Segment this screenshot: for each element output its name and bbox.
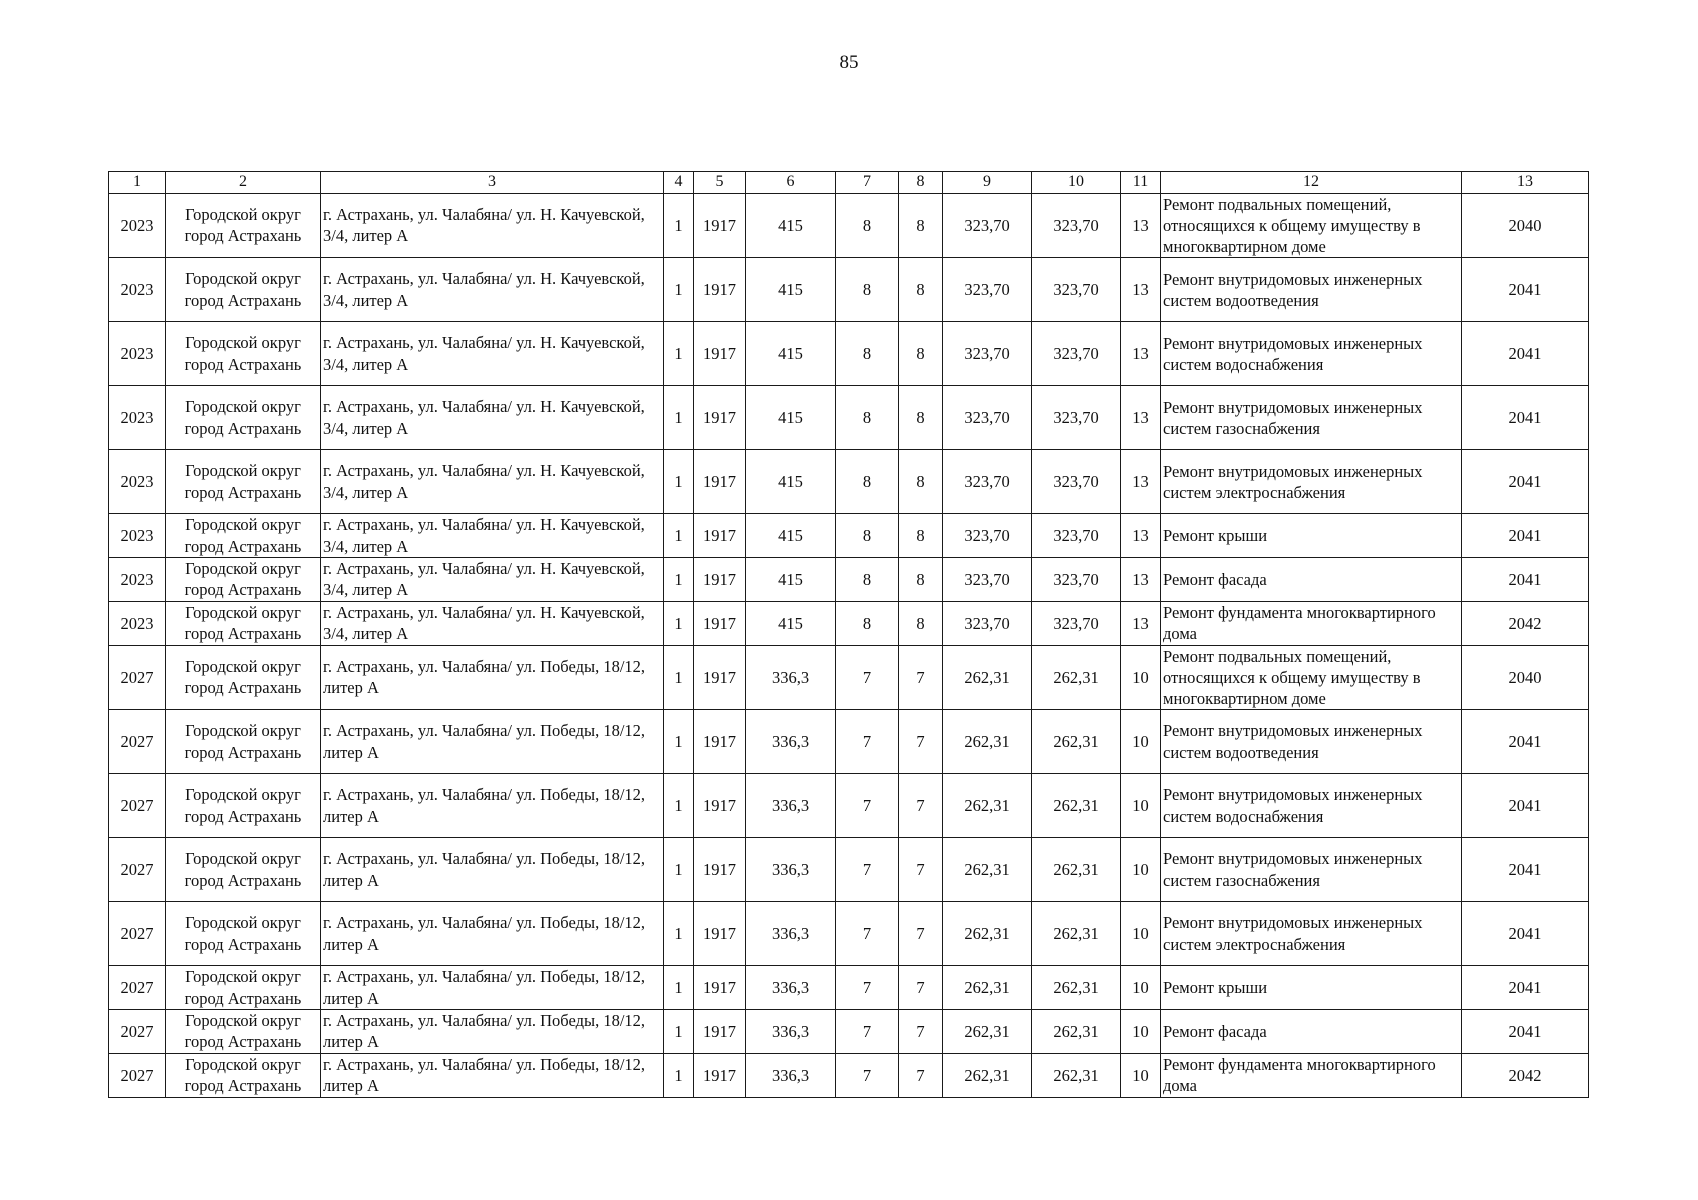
col11-cell: 10 — [1121, 645, 1161, 709]
col4-cell: 1 — [664, 710, 694, 774]
col9-cell: 323,70 — [943, 514, 1032, 558]
year-cell: 2027 — [109, 838, 166, 902]
column-header-3: 3 — [321, 172, 664, 194]
col8-cell: 7 — [899, 774, 943, 838]
col7-cell: 8 — [836, 450, 899, 514]
table-row — [109, 450, 1589, 514]
municipality-cell: Городской округ город Астрахань — [166, 193, 321, 257]
build-year-cell: 1917 — [694, 601, 746, 645]
column-header-1: 1 — [109, 172, 166, 194]
col10-cell: 262,31 — [1032, 710, 1121, 774]
municipality-cell: Городской округ город Астрахань — [166, 645, 321, 709]
deadline-cell: 2041 — [1462, 902, 1589, 966]
col9-cell: 262,31 — [943, 838, 1032, 902]
table-row — [109, 1009, 1589, 1053]
year-cell: 2023 — [109, 514, 166, 558]
col7-cell: 7 — [836, 645, 899, 709]
build-year-cell: 1917 — [694, 193, 746, 257]
col8-cell: 7 — [899, 710, 943, 774]
area-cell: 336,3 — [746, 902, 836, 966]
column-header-11: 11 — [1121, 172, 1161, 194]
col10-cell: 323,70 — [1032, 558, 1121, 602]
deadline-cell: 2040 — [1462, 193, 1589, 257]
col9-cell: 323,70 — [943, 258, 1032, 322]
address-cell: г. Астрахань, ул. Чалабяна/ ул. Победы, 18/12, литер А — [321, 1009, 664, 1053]
col7-cell: 7 — [836, 1009, 899, 1053]
col10-cell: 323,70 — [1032, 386, 1121, 450]
col11-cell: 13 — [1121, 450, 1161, 514]
col11-cell: 13 — [1121, 386, 1161, 450]
deadline-cell: 2041 — [1462, 322, 1589, 386]
municipality-cell: Городской округ город Астрахань — [166, 258, 321, 322]
col11-cell: 10 — [1121, 774, 1161, 838]
address-cell: г. Астрахань, ул. Чалабяна/ ул. Победы, 18/12, литер А — [321, 774, 664, 838]
col10-cell: 262,31 — [1032, 966, 1121, 1010]
year-cell: 2023 — [109, 322, 166, 386]
col7-cell: 8 — [836, 258, 899, 322]
work-type-cell: Ремонт внутридомовых инженерных систем электроснабжения — [1161, 902, 1462, 966]
table-row — [109, 645, 1589, 709]
address-cell: г. Астрахань, ул. Чалабяна/ ул. Н. Качуевской, 3/4, литер А — [321, 193, 664, 257]
area-cell: 415 — [746, 450, 836, 514]
col4-cell: 1 — [664, 774, 694, 838]
build-year-cell: 1917 — [694, 774, 746, 838]
col7-cell: 7 — [836, 710, 899, 774]
area-cell: 415 — [746, 322, 836, 386]
address-cell: г. Астрахань, ул. Чалабяна/ ул. Победы, 18/12, литер А — [321, 838, 664, 902]
col7-cell: 8 — [836, 386, 899, 450]
col8-cell: 8 — [899, 450, 943, 514]
deadline-cell: 2040 — [1462, 645, 1589, 709]
work-type-cell: Ремонт фасада — [1161, 1009, 1462, 1053]
col11-cell: 13 — [1121, 258, 1161, 322]
year-cell: 2027 — [109, 1053, 166, 1097]
col11-cell: 13 — [1121, 558, 1161, 602]
table-row — [109, 258, 1589, 322]
address-cell: г. Астрахань, ул. Чалабяна/ ул. Н. Качуевской, 3/4, литер А — [321, 386, 664, 450]
col9-cell: 262,31 — [943, 645, 1032, 709]
col8-cell: 7 — [899, 645, 943, 709]
work-type-cell: Ремонт фундамента многоквартирного дома — [1161, 601, 1462, 645]
build-year-cell: 1917 — [694, 514, 746, 558]
col9-cell: 323,70 — [943, 322, 1032, 386]
deadline-cell: 2041 — [1462, 558, 1589, 602]
col4-cell: 1 — [664, 1009, 694, 1053]
municipality-cell: Городской округ город Астрахань — [166, 774, 321, 838]
build-year-cell: 1917 — [694, 322, 746, 386]
area-cell: 415 — [746, 601, 836, 645]
col8-cell: 7 — [899, 838, 943, 902]
work-type-cell: Ремонт внутридомовых инженерных систем водоотведения — [1161, 710, 1462, 774]
table-row — [109, 193, 1589, 257]
year-cell: 2023 — [109, 601, 166, 645]
deadline-cell: 2041 — [1462, 774, 1589, 838]
col8-cell: 8 — [899, 322, 943, 386]
col9-cell: 323,70 — [943, 601, 1032, 645]
col4-cell: 1 — [664, 838, 694, 902]
address-cell: г. Астрахань, ул. Чалабяна/ ул. Н. Качуевской, 3/4, литер А — [321, 322, 664, 386]
build-year-cell: 1917 — [694, 902, 746, 966]
work-type-cell: Ремонт крыши — [1161, 966, 1462, 1010]
area-cell: 336,3 — [746, 645, 836, 709]
table-row — [109, 601, 1589, 645]
year-cell: 2027 — [109, 966, 166, 1010]
municipality-cell: Городской округ город Астрахань — [166, 1009, 321, 1053]
col7-cell: 8 — [836, 558, 899, 602]
col10-cell: 262,31 — [1032, 838, 1121, 902]
address-cell: г. Астрахань, ул. Чалабяна/ ул. Победы, 18/12, литер А — [321, 710, 664, 774]
col7-cell: 7 — [836, 902, 899, 966]
work-type-cell: Ремонт внутридомовых инженерных систем водоотведения — [1161, 258, 1462, 322]
col4-cell: 1 — [664, 966, 694, 1010]
build-year-cell: 1917 — [694, 450, 746, 514]
work-type-cell: Ремонт внутридомовых инженерных систем газоснабжения — [1161, 386, 1462, 450]
col10-cell: 323,70 — [1032, 514, 1121, 558]
col7-cell: 7 — [836, 966, 899, 1010]
col4-cell: 1 — [664, 645, 694, 709]
deadline-cell: 2041 — [1462, 258, 1589, 322]
column-header-2: 2 — [166, 172, 321, 194]
work-type-cell: Ремонт фундамента многоквартирного дома — [1161, 1053, 1462, 1097]
area-cell: 415 — [746, 386, 836, 450]
municipality-cell: Городской округ город Астрахань — [166, 966, 321, 1010]
municipality-cell: Городской округ город Астрахань — [166, 710, 321, 774]
col4-cell: 1 — [664, 386, 694, 450]
build-year-cell: 1917 — [694, 1053, 746, 1097]
build-year-cell: 1917 — [694, 645, 746, 709]
deadline-cell: 2041 — [1462, 514, 1589, 558]
year-cell: 2023 — [109, 558, 166, 602]
col8-cell: 8 — [899, 386, 943, 450]
col10-cell: 323,70 — [1032, 193, 1121, 257]
col11-cell: 13 — [1121, 193, 1161, 257]
build-year-cell: 1917 — [694, 966, 746, 1010]
table-row — [109, 558, 1589, 602]
year-cell: 2027 — [109, 902, 166, 966]
capital-repair-table — [108, 171, 1589, 1098]
work-type-cell: Ремонт внутридомовых инженерных систем электроснабжения — [1161, 450, 1462, 514]
build-year-cell: 1917 — [694, 386, 746, 450]
column-header-5: 5 — [694, 172, 746, 194]
col11-cell: 10 — [1121, 966, 1161, 1010]
area-cell: 336,3 — [746, 1009, 836, 1053]
col10-cell: 262,31 — [1032, 1053, 1121, 1097]
work-type-cell: Ремонт подвальных помещений, относящихся к общему имуществу в многоквартирном доме — [1161, 645, 1462, 709]
deadline-cell: 2041 — [1462, 386, 1589, 450]
col7-cell: 8 — [836, 601, 899, 645]
table-row — [109, 774, 1589, 838]
area-cell: 415 — [746, 258, 836, 322]
col7-cell: 7 — [836, 1053, 899, 1097]
address-cell: г. Астрахань, ул. Чалабяна/ ул. Победы, 18/12, литер А — [321, 902, 664, 966]
col7-cell: 7 — [836, 774, 899, 838]
col4-cell: 1 — [664, 558, 694, 602]
col8-cell: 8 — [899, 514, 943, 558]
col4-cell: 1 — [664, 1053, 694, 1097]
address-cell: г. Астрахань, ул. Чалабяна/ ул. Н. Качуевской, 3/4, литер А — [321, 558, 664, 602]
col9-cell: 262,31 — [943, 1009, 1032, 1053]
table-row — [109, 966, 1589, 1010]
column-header-12: 12 — [1161, 172, 1462, 194]
municipality-cell: Городской округ город Астрахань — [166, 902, 321, 966]
area-cell: 415 — [746, 193, 836, 257]
year-cell: 2023 — [109, 193, 166, 257]
address-cell: г. Астрахань, ул. Чалабяна/ ул. Н. Качуевской, 3/4, литер А — [321, 514, 664, 558]
address-cell: г. Астрахань, ул. Чалабяна/ ул. Н. Качуевской, 3/4, литер А — [321, 450, 664, 514]
year-cell: 2027 — [109, 645, 166, 709]
col11-cell: 10 — [1121, 1053, 1161, 1097]
area-cell: 336,3 — [746, 774, 836, 838]
year-cell: 2023 — [109, 450, 166, 514]
col7-cell: 8 — [836, 322, 899, 386]
col11-cell: 10 — [1121, 1009, 1161, 1053]
col4-cell: 1 — [664, 322, 694, 386]
col7-cell: 8 — [836, 514, 899, 558]
col10-cell: 262,31 — [1032, 1009, 1121, 1053]
col11-cell: 13 — [1121, 601, 1161, 645]
col9-cell: 262,31 — [943, 902, 1032, 966]
area-cell: 336,3 — [746, 966, 836, 1010]
table-header — [109, 172, 1589, 194]
deadline-cell: 2041 — [1462, 1009, 1589, 1053]
municipality-cell: Городской округ город Астрахань — [166, 1053, 321, 1097]
col11-cell: 10 — [1121, 710, 1161, 774]
column-header-9: 9 — [943, 172, 1032, 194]
municipality-cell: Городской округ город Астрахань — [166, 386, 321, 450]
year-cell: 2023 — [109, 386, 166, 450]
col4-cell: 1 — [664, 258, 694, 322]
col8-cell: 7 — [899, 902, 943, 966]
col8-cell: 7 — [899, 1053, 943, 1097]
col11-cell: 10 — [1121, 902, 1161, 966]
col10-cell: 323,70 — [1032, 258, 1121, 322]
area-cell: 336,3 — [746, 1053, 836, 1097]
col7-cell: 8 — [836, 193, 899, 257]
col10-cell: 323,70 — [1032, 450, 1121, 514]
deadline-cell: 2042 — [1462, 1053, 1589, 1097]
col4-cell: 1 — [664, 450, 694, 514]
col10-cell: 262,31 — [1032, 774, 1121, 838]
column-header-13: 13 — [1462, 172, 1589, 194]
col10-cell: 262,31 — [1032, 902, 1121, 966]
col9-cell: 323,70 — [943, 450, 1032, 514]
col8-cell: 7 — [899, 966, 943, 1010]
build-year-cell: 1917 — [694, 710, 746, 774]
table-row — [109, 838, 1589, 902]
column-header-7: 7 — [836, 172, 899, 194]
area-cell: 415 — [746, 514, 836, 558]
col9-cell: 323,70 — [943, 558, 1032, 602]
table-row — [109, 710, 1589, 774]
col11-cell: 10 — [1121, 838, 1161, 902]
address-cell: г. Астрахань, ул. Чалабяна/ ул. Н. Качуевской, 3/4, литер А — [321, 601, 664, 645]
column-header-10: 10 — [1032, 172, 1121, 194]
work-type-cell: Ремонт подвальных помещений, относящихся к общему имуществу в многоквартирном доме — [1161, 193, 1462, 257]
column-header-4: 4 — [664, 172, 694, 194]
build-year-cell: 1917 — [694, 258, 746, 322]
municipality-cell: Городской округ город Астрахань — [166, 450, 321, 514]
col10-cell: 323,70 — [1032, 322, 1121, 386]
deadline-cell: 2041 — [1462, 450, 1589, 514]
municipality-cell: Городской округ город Астрахань — [166, 322, 321, 386]
col9-cell: 323,70 — [943, 193, 1032, 257]
area-cell: 336,3 — [746, 710, 836, 774]
work-type-cell: Ремонт внутридомовых инженерных систем газоснабжения — [1161, 838, 1462, 902]
year-cell: 2027 — [109, 710, 166, 774]
col8-cell: 8 — [899, 601, 943, 645]
work-type-cell: Ремонт внутридомовых инженерных систем водоснабжения — [1161, 774, 1462, 838]
col4-cell: 1 — [664, 902, 694, 966]
col9-cell: 262,31 — [943, 966, 1032, 1010]
col11-cell: 13 — [1121, 514, 1161, 558]
area-cell: 415 — [746, 558, 836, 602]
col8-cell: 8 — [899, 558, 943, 602]
column-header-6: 6 — [746, 172, 836, 194]
municipality-cell: Городской округ город Астрахань — [166, 558, 321, 602]
col8-cell: 8 — [899, 193, 943, 257]
col7-cell: 7 — [836, 838, 899, 902]
table-row — [109, 514, 1589, 558]
municipality-cell: Городской округ город Астрахань — [166, 838, 321, 902]
col10-cell: 323,70 — [1032, 601, 1121, 645]
work-type-cell: Ремонт крыши — [1161, 514, 1462, 558]
work-type-cell: Ремонт внутридомовых инженерных систем водоснабжения — [1161, 322, 1462, 386]
table-body — [109, 193, 1589, 1097]
build-year-cell: 1917 — [694, 838, 746, 902]
col9-cell: 323,70 — [943, 386, 1032, 450]
work-type-cell: Ремонт фасада — [1161, 558, 1462, 602]
build-year-cell: 1917 — [694, 558, 746, 602]
deadline-cell: 2041 — [1462, 838, 1589, 902]
address-cell: г. Астрахань, ул. Чалабяна/ ул. Победы, 18/12, литер А — [321, 645, 664, 709]
table-row — [109, 902, 1589, 966]
table-row — [109, 386, 1589, 450]
build-year-cell: 1917 — [694, 1009, 746, 1053]
col4-cell: 1 — [664, 193, 694, 257]
col8-cell: 8 — [899, 258, 943, 322]
col8-cell: 7 — [899, 1009, 943, 1053]
col4-cell: 1 — [664, 601, 694, 645]
column-number-row — [109, 172, 1589, 194]
deadline-cell: 2041 — [1462, 966, 1589, 1010]
deadline-cell: 2041 — [1462, 710, 1589, 774]
table-row — [109, 1053, 1589, 1097]
col9-cell: 262,31 — [943, 1053, 1032, 1097]
municipality-cell: Городской округ город Астрахань — [166, 601, 321, 645]
column-header-8: 8 — [899, 172, 943, 194]
col11-cell: 13 — [1121, 322, 1161, 386]
year-cell: 2023 — [109, 258, 166, 322]
year-cell: 2027 — [109, 774, 166, 838]
col10-cell: 262,31 — [1032, 645, 1121, 709]
address-cell: г. Астрахань, ул. Чалабяна/ ул. Победы, 18/12, литер А — [321, 1053, 664, 1097]
municipality-cell: Городской округ город Астрахань — [166, 514, 321, 558]
page-number: 85 — [839, 52, 859, 73]
col9-cell: 262,31 — [943, 774, 1032, 838]
address-cell: г. Астрахань, ул. Чалабяна/ ул. Н. Качуевской, 3/4, литер А — [321, 258, 664, 322]
address-cell: г. Астрахань, ул. Чалабяна/ ул. Победы, 18/12, литер А — [321, 966, 664, 1010]
col9-cell: 262,31 — [943, 710, 1032, 774]
year-cell: 2027 — [109, 1009, 166, 1053]
col4-cell: 1 — [664, 514, 694, 558]
table-row — [109, 322, 1589, 386]
deadline-cell: 2042 — [1462, 601, 1589, 645]
area-cell: 336,3 — [746, 838, 836, 902]
